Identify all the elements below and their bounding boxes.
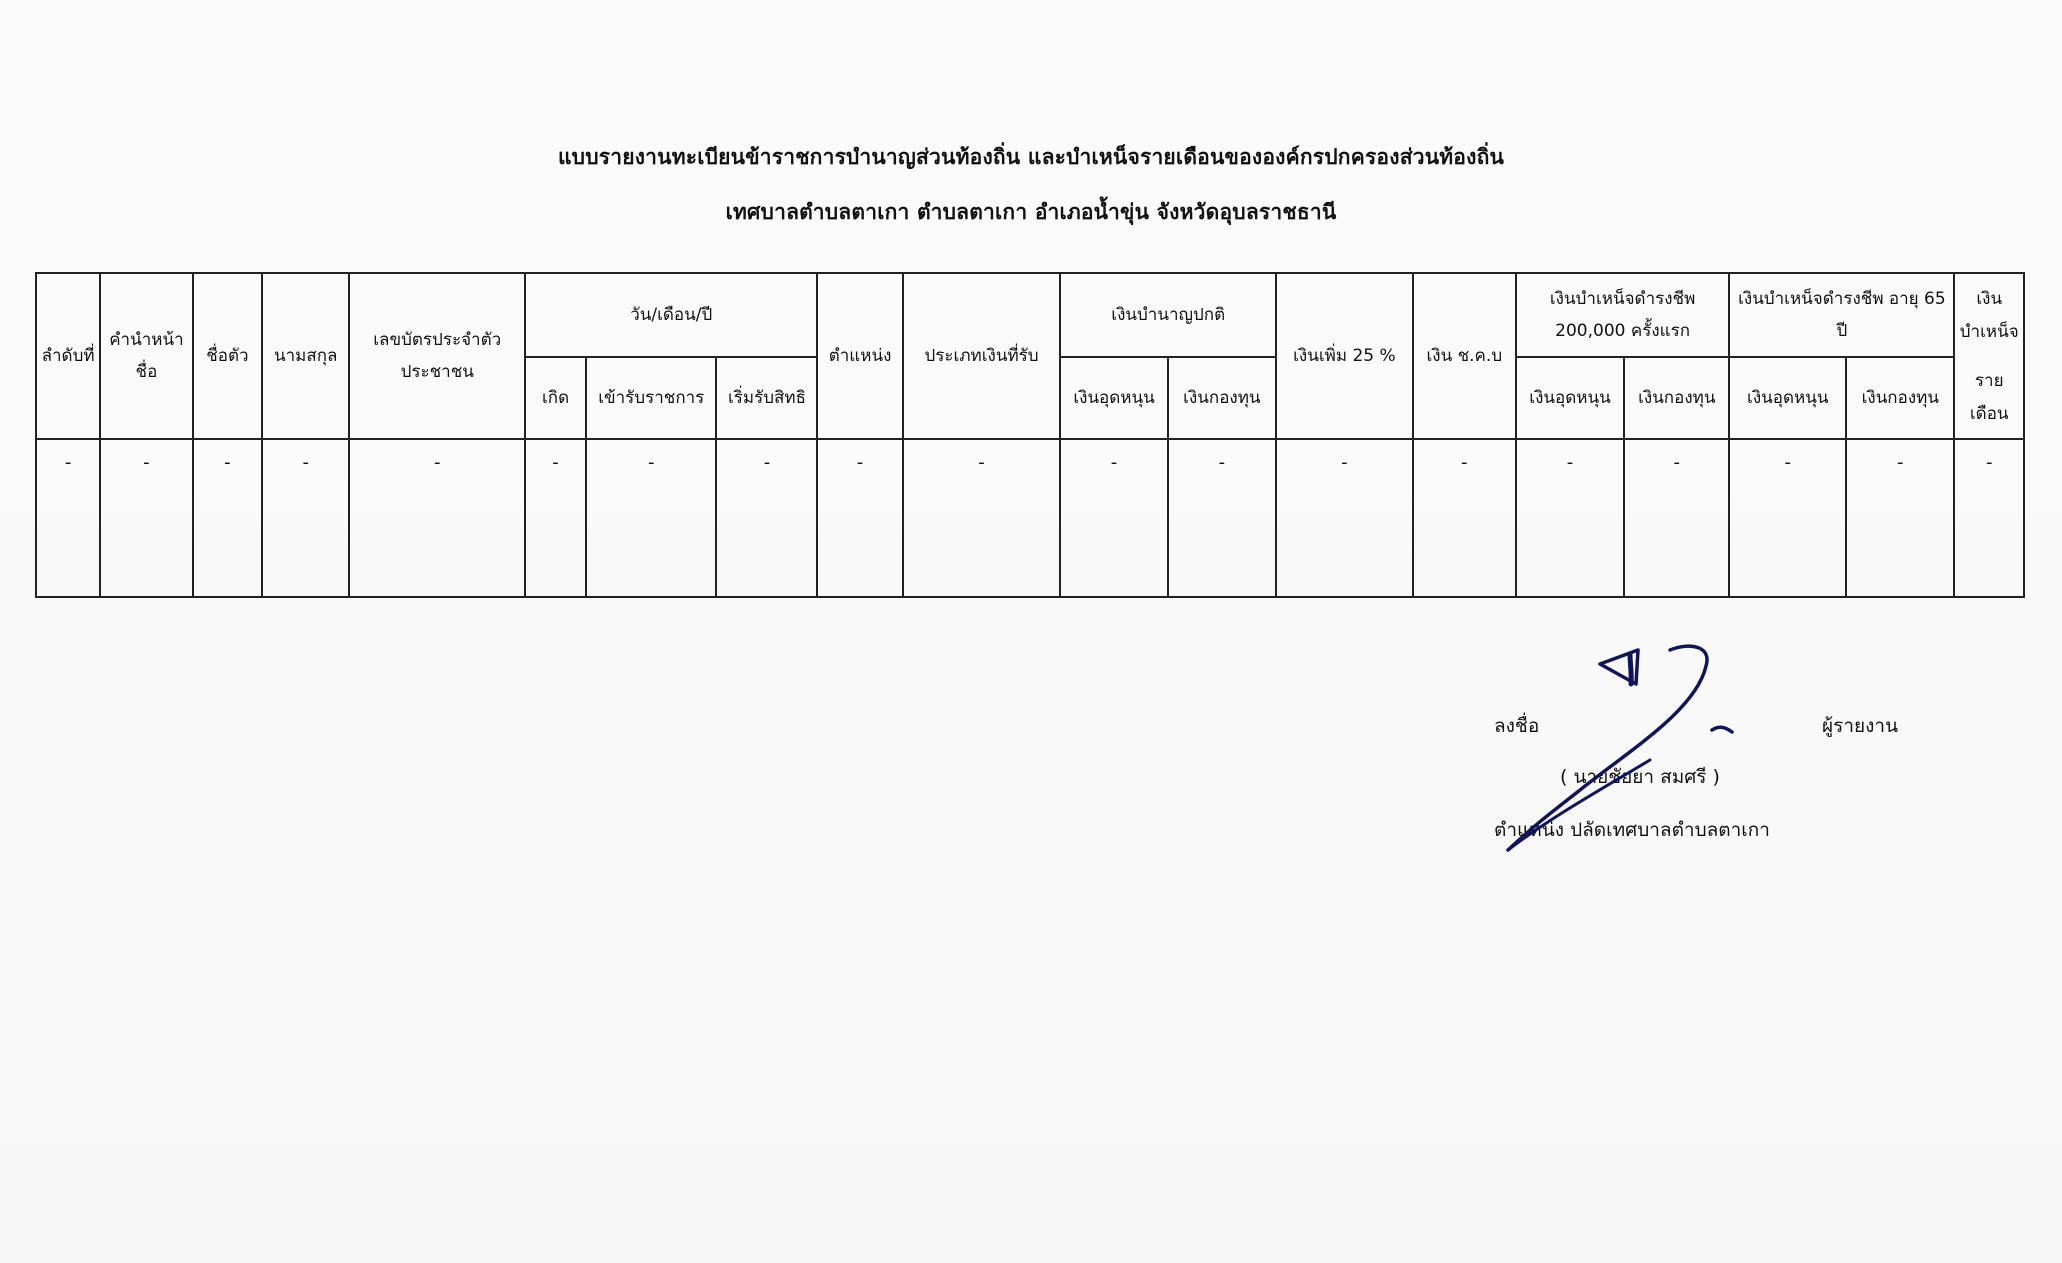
pension-register-table [35, 272, 2025, 598]
signer-position: ตำแหน่ง ปลัดเทศบาลตำบลตาเกา [1494, 819, 1770, 841]
cell-monthly: - [1954, 439, 2024, 597]
header-monthly-top: เงินบำเหน็จ [1954, 273, 2024, 357]
cell-65-subsidy: - [1729, 439, 1846, 597]
header-entry: เข้ารับราชการ [586, 357, 716, 439]
header-living-65: เงินบำเหน็จดำรงชีพ อายุ 65 ปี [1729, 273, 1954, 357]
header-first-name: ชื่อตัว [193, 273, 262, 439]
header-last-name: นามสกุล [262, 273, 349, 439]
cell-id-card: - [349, 439, 525, 597]
header-65-subsidy: เงินอุดหนุน [1729, 357, 1846, 439]
cell-extra-25: - [1276, 439, 1413, 597]
cell-position: - [817, 439, 902, 597]
header-200k-subsidy: เงินอุดหนุน [1516, 357, 1624, 439]
cell-first-name: - [193, 439, 262, 597]
cell-normal-fund: - [1168, 439, 1276, 597]
header-position: ตำแหน่ง [817, 273, 902, 439]
header-normal-subsidy: เงินอุดหนุน [1060, 357, 1167, 439]
cell-birth: - [525, 439, 586, 597]
reporter-label: ผู้รายงาน [1822, 715, 1899, 737]
cell-money-type: - [903, 439, 1061, 597]
header-living-200k: เงินบำเหน็จดำรงชีพ 200,000 ครั้งแรก [1516, 273, 1730, 357]
report-title: แบบรายงานทะเบียนข้าราชการบำนาญส่วนท้องถิ่น และบำเหน็จรายเดือนขององค์กรปกครองส่วนท้องถิ่น [557, 145, 1505, 169]
header-normal-pension: เงินบำนาญปกติ [1060, 273, 1276, 357]
header-prefix: คำนำหน้าชื่อ [100, 273, 193, 439]
cell-entry: - [586, 439, 716, 597]
header-date-group: วัน/เดือน/ปี [525, 273, 817, 357]
header-65-fund: เงินกองทุน [1846, 357, 1954, 439]
header-start-right: เริ่มรับสิทธิ [716, 357, 817, 439]
sign-label: ลงชื่อ [1494, 715, 1540, 737]
cell-chkb: - [1413, 439, 1516, 597]
cell-prefix: - [100, 439, 193, 597]
cell-200k-fund: - [1624, 439, 1729, 597]
signer-name: ( นายชัยยา สมศรี ) [1560, 766, 1720, 788]
cell-start-right: - [716, 439, 817, 597]
handwritten-signature-icon [1480, 640, 1740, 860]
header-id-card: เลขบัตรประจำตัวประชาชน [349, 273, 525, 439]
header-200k-fund: เงินกองทุน [1624, 357, 1729, 439]
cell-65-fund: - [1846, 439, 1954, 597]
header-normal-fund: เงินกองทุน [1168, 357, 1276, 439]
header-chkb: เงิน ช.ค.บ [1413, 273, 1516, 439]
header-seq: ลำดับที่ [36, 273, 100, 439]
cell-normal-subsidy: - [1060, 439, 1167, 597]
cell-200k-subsidy: - [1516, 439, 1624, 597]
cell-last-name: - [262, 439, 349, 597]
cell-seq: - [36, 439, 100, 597]
table-row [36, 439, 2024, 597]
report-subtitle: เทศบาลตำบลตาเกา ตำบลตาเกา อำเภอน้ำขุ่น จังหวัดอุบลราชธานี [725, 200, 1337, 224]
header-birth: เกิด [525, 357, 586, 439]
header-monthly-bottom: รายเดือน [1954, 357, 2024, 439]
header-money-type: ประเภทเงินที่รับ [903, 273, 1061, 439]
header-extra-25: เงินเพิ่ม 25 % [1276, 273, 1413, 439]
